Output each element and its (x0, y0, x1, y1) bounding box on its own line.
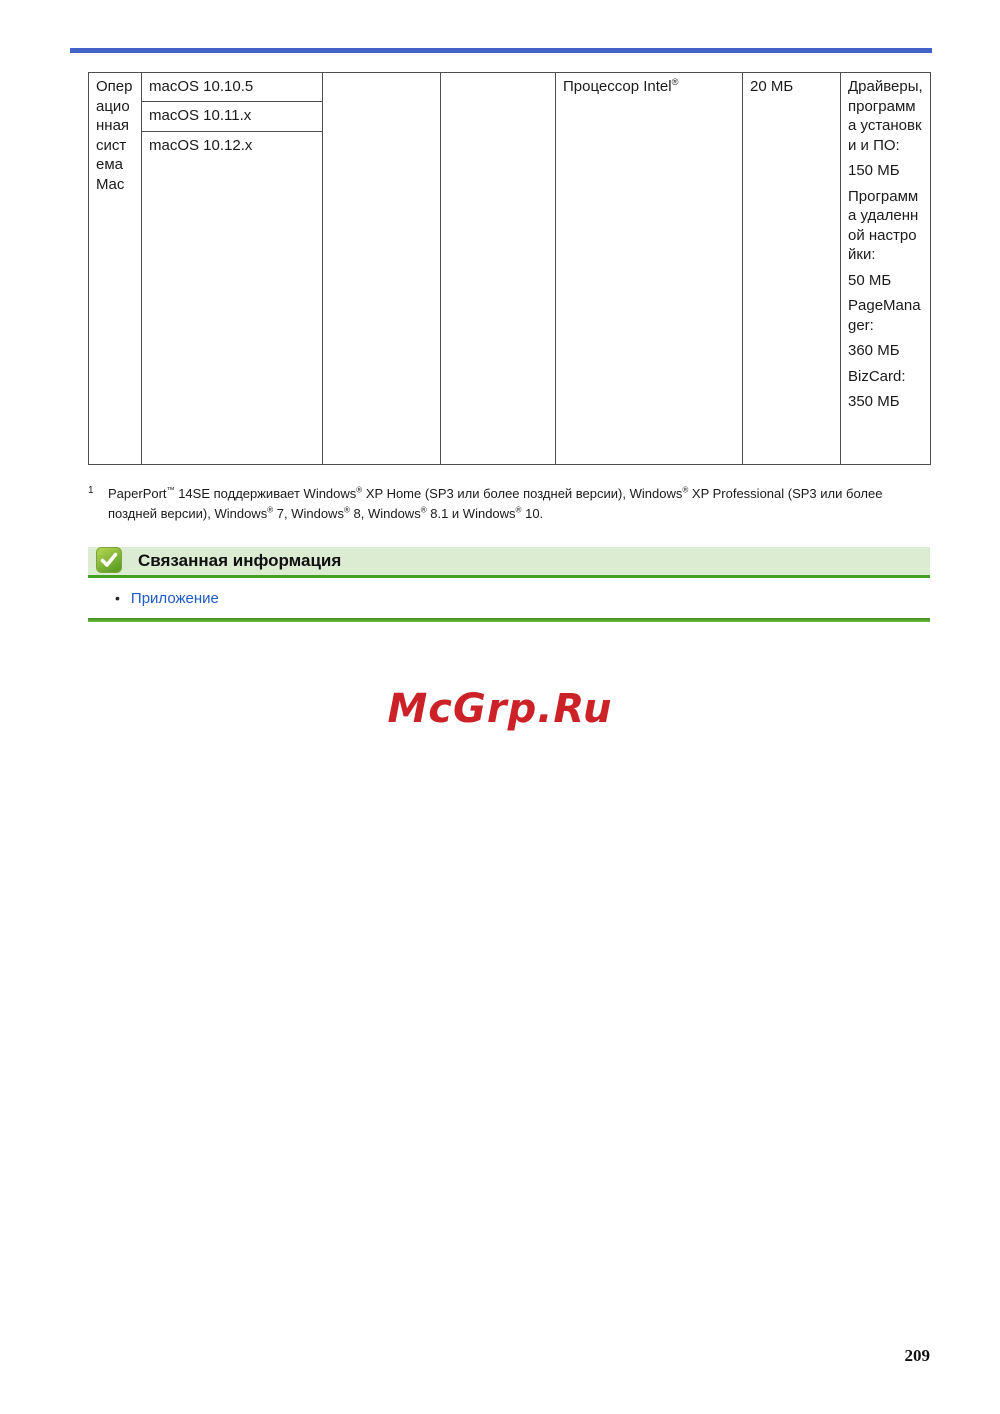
related-link-prilozhenie[interactable]: Приложение (130, 590, 219, 607)
related-info-section (88, 547, 930, 622)
disk-space-line: 150 МБ (848, 162, 900, 179)
table-cell-memory: 20 МБ (743, 73, 841, 465)
table-cell-empty-2 (441, 73, 556, 465)
disk-space-line: 360 МБ (848, 342, 900, 359)
table-cell-empty-1 (323, 73, 441, 465)
footnote-text: PaperPort™ 14SE поддерживает Windows® XP Home (SP3 или более поздней версии), Windows® XP Professional (SP3 или более поздней версии), Windows® 7, Windows® 8, Windows® 8.1 и Windows® 10. (108, 485, 883, 522)
checkmark-icon (96, 547, 122, 573)
page-number: 209 (904, 1346, 930, 1365)
footnote (88, 484, 930, 524)
related-info-header (88, 547, 930, 578)
table-cell-macos-10-10-5: macOS 10.10.5 (142, 73, 323, 102)
system-requirements-table (88, 72, 931, 465)
watermark-text: McGrp.Ru (387, 686, 613, 732)
table-cell-processor: Процессор Intel® (556, 73, 743, 465)
table-row (89, 73, 931, 102)
related-info-title: Связанная информация (138, 551, 342, 570)
disk-space-line: Драйверы, программа установки и ПО: (848, 78, 923, 154)
table-cell-os-mac: Операционная система Mac (89, 73, 142, 465)
related-link-item (115, 590, 930, 609)
disk-space-line: 350 МБ (848, 393, 900, 410)
table-cell-macos-10-12-x: macOS 10.12.x (142, 131, 323, 465)
disk-space-line: 50 МБ (848, 271, 892, 289)
top-divider (70, 48, 932, 53)
table-cell-disk-space (841, 73, 931, 465)
section-end-divider (88, 618, 930, 622)
disk-space-line: Программа удаленной настройки: (848, 187, 919, 263)
related-links-list (88, 590, 930, 609)
table-cell-macos-10-11-x: macOS 10.11.x (142, 101, 323, 131)
footnote-marker: 1 (88, 485, 94, 496)
disk-space-line: PageManager: (848, 297, 921, 334)
disk-space-line: BizCard: (848, 367, 906, 385)
